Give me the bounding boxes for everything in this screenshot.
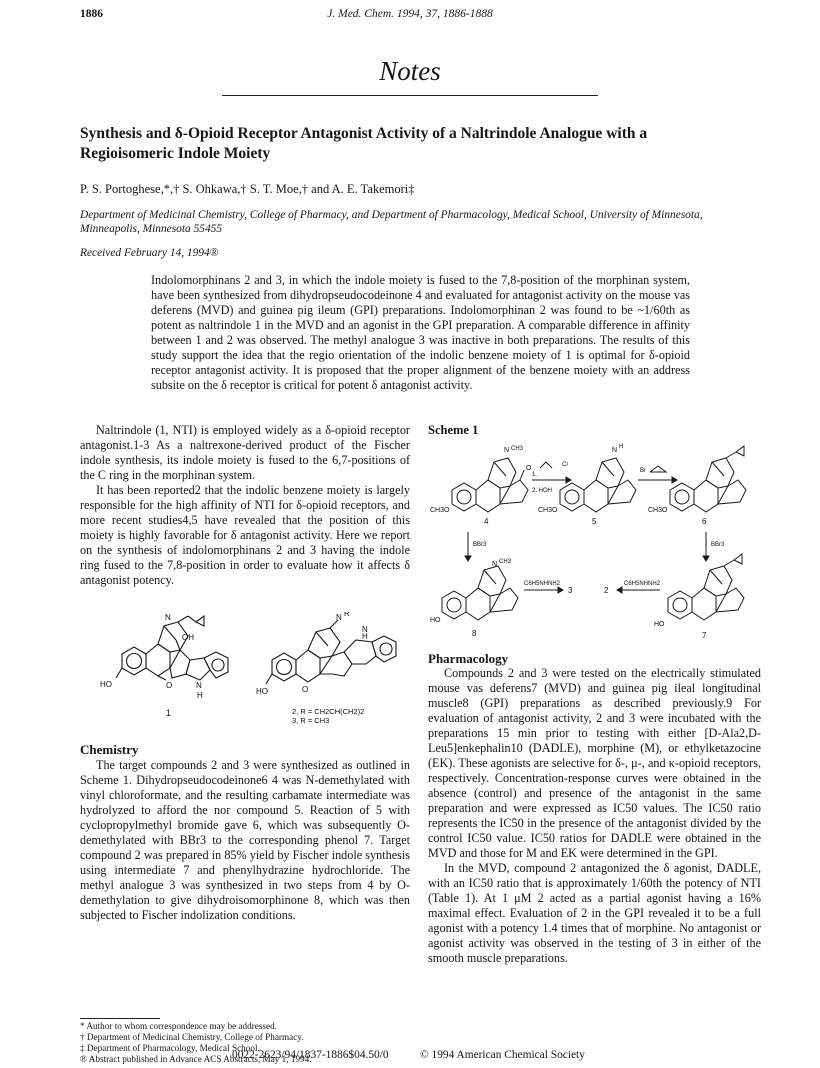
received-date: Received February 14, 1994® — [80, 247, 219, 259]
compound-label: 2, R = CH2CH(CH2)2 — [292, 707, 365, 716]
atom-ho: HO — [100, 680, 112, 689]
scheme-heading: Scheme 1 — [428, 423, 479, 437]
authors: P. S. Portoghese,*,† S. Ohkawa,† S. T. Moe,† and A. E. Takemori‡ — [80, 182, 415, 196]
chemistry-heading: Chemistry — [80, 742, 139, 757]
compound-label: 2 — [604, 586, 609, 595]
price-code: 0022-2623/94/1837-1886$04.50/0 — [232, 1049, 389, 1061]
compound-1-structure — [116, 616, 228, 680]
atom-h: H — [197, 691, 203, 700]
compound-label: 1 — [166, 708, 172, 718]
compound-label: 4 — [484, 517, 489, 526]
atom-o: O — [166, 681, 173, 690]
footnote: ® Abstract published in Advance ACS Abstracts, May 1, 1994. — [80, 1054, 312, 1064]
page-number: 1886 — [80, 8, 103, 20]
group-ch3o: CH3O — [430, 507, 450, 514]
compound-5-structure — [560, 458, 636, 512]
group-ch3o: CH3O — [648, 507, 668, 514]
atom-oh: OH — [182, 633, 194, 642]
compound-label: 3, R = CH3 — [292, 716, 330, 725]
compound-7-structure — [668, 554, 744, 620]
reagent-bbr3: BBr3 — [473, 542, 487, 548]
atom-o: O — [302, 685, 309, 694]
compound-label: 3 — [568, 586, 573, 595]
atom-n: N — [165, 613, 171, 622]
pharmacology-paragraph: Compounds 2 and 3 were tested on the electrically stimulated mouse vas deferens7 (MVD) and guinea pig ileal longitudinal muscle8 (GPI) preparations as described previously.9 For evaluation of antagonist activity, 2 and 3 were incubated with the preparations 15 min prior to testing with either [D-Ala2,D-Leu5]enkephalin10 (DADLE), morphine (M), or ethylketazocine (EK). These agonists are selective for δ-, μ-, and κ-opioid receptors, respectively. Concentration-response curves were obtained in the absence (control) and presence of the antagonist in the same preparation and were expressed as IC50 values. The IC50 ratio represents the IC50 in the presence of the antagonist divided by the control IC50 value. IC50 ratios for DADLE were obtained in the MVD and those for M and EK were determined in the GPI. — [428, 666, 761, 860]
intro-paragraph: It has been reported2 that the indolic benzene moiety is largely responsible for the high affinity of NTI for δ-opioid receptors, and more recent studies4,5 have revealed that the position of this moiety is highly favorable for δ antagonist activity. Here we report on the synthesis of indolomorphinans 2 and 3 having the indole ring fused to the 7,8-position in order to evaluate how it affects δ antagonist potency. — [80, 483, 410, 587]
reagent-step1: 1. — [532, 472, 538, 478]
reagent-step2: 2. HOH — [532, 488, 553, 494]
compound-label: 6 — [702, 517, 707, 526]
article-title: Synthesis and δ-Opioid Receptor Antagonist Activity of a Naltrindole Analogue with a Regioisomeric Indole Moiety — [80, 125, 648, 162]
group-h: H — [619, 444, 624, 450]
atom-n: N — [362, 625, 368, 634]
footnote: ‡ Department of Pharmacology, Medical School. — [80, 1043, 260, 1053]
compound-label: 7 — [702, 631, 707, 640]
atom-n: N — [336, 613, 342, 622]
chemistry-section — [80, 758, 410, 923]
group-ho: HO — [654, 621, 665, 628]
atom-ho: HO — [256, 687, 268, 696]
pharmacology-section — [428, 666, 761, 966]
group-n: N — [504, 447, 510, 454]
group-o: O — [526, 465, 532, 472]
reagent-phnhnh2: C6H5NHNH2 — [524, 581, 561, 587]
reagent-phnhnh2: C6H5NHNH2 — [624, 581, 661, 587]
intro-paragraph: Naltrindole (1, NTI) is employed widely as a δ-opioid receptor antagonist.1-3 As a naltrexone-derived product of the Fischer indole synthesis, its indole moiety is fused to the 6,7-positions of the C ring in the morphinan system. — [80, 423, 410, 482]
journal-citation: J. Med. Chem. 1994, 37, 1886-1888 — [327, 8, 493, 20]
reagent-br: Br — [640, 468, 646, 474]
group-ch3: CH3 — [511, 446, 524, 452]
introduction — [80, 423, 410, 588]
pharmacology-heading: Pharmacology — [428, 651, 509, 666]
compound-2-3-structure — [266, 620, 396, 684]
compound-label: 5 — [592, 517, 597, 526]
copyright: © 1994 American Chemical Society — [420, 1049, 585, 1061]
compound-6-structure — [670, 446, 746, 512]
atom-h: H — [362, 632, 368, 641]
section-label: Notes — [379, 56, 441, 86]
atom-r: R — [344, 612, 350, 618]
scheme-1-figure — [428, 440, 761, 644]
footnote: † Department of Medicinal Chemistry, College of Pharmacy. — [80, 1032, 304, 1042]
affiliation: Department of Medicinal Chemistry, College of Pharmacy, and Department of Pharmacology, Medical School, University of Minnesota, Minneapolis, Minnesota 55455 — [80, 209, 703, 235]
abstract: Indolomorphinans 2 and 3, in which the indole moiety is fused to the 7,8-position of the morphinan system, have been synthesized from dihydropseudocodeinone 4 and evaluated for antagonist activity on the mouse vas deferens (MVD) and guinea pig ileum (GPI) preparations. Indolomorphinan 2 was found to be ~1/60th as potent as naltrindole 1 in the MVD and an agonist in the GPI preparation. A comparable difference in affinity between 1 and 2 was observed. The methyl analogue 3 was inactive in both preparations. The results of this study support the idea that the regio orientation of the indolic benzene moiety of 1 is optimal for δ-opioid receptor antagonist activity. It is proposed that the proper alignment of the benzene moiety with an address subsite on the δ receptor is critical for potent δ antagonist activity. — [151, 273, 690, 392]
structures-figure — [80, 612, 410, 730]
group-nh: N — [612, 447, 618, 454]
group-ch3: CH3 — [499, 559, 512, 565]
compound-4-structure — [452, 458, 528, 512]
section-rule — [222, 95, 598, 96]
footnote-rule — [80, 1018, 160, 1019]
group-ho: HO — [430, 617, 441, 624]
atom-n: N — [196, 681, 202, 690]
group-ch3o: CH3O — [538, 507, 558, 514]
footnote: * Author to whom correspondence may be addressed. — [80, 1021, 277, 1031]
pharmacology-paragraph: In the MVD, compound 2 antagonized the δ agonist, DADLE, with an IC50 ratio that is approximately 1/60th the potency of NTI (Table 1). At 1 μM 2 acted as a partial agonist having a 16% maximal effect. Evaluation of 2 in the GPI revealed it to be a full agonist with a potency 1.4 times that of morphine. No antagonist or agonist activity was observed in the testing of 3 in either of the smooth muscle preparations. — [428, 861, 761, 965]
reagent-bbr3: BBr3 — [711, 542, 725, 548]
page-header — [80, 8, 740, 24]
compound-label: 8 — [472, 629, 477, 638]
group-n: N — [492, 561, 498, 568]
chemistry-paragraph: The target compounds 2 and 3 were synthesized as outlined in Scheme 1. Dihydropseudocodeinone6 4 was N-demethylated with vinyl chloroformate, and the resulting carbamate intermediate was hydrolyzed to afford the nor compound 5. Reaction of 5 with cyclopropylmethyl bromide gave 6, which was subsequently O-demethylated with BBr3 to the corresponding phenol 7. Target compound 2 was prepared in 85% yield by Fischer indole synthesis using intermediate 7 and phenylhydrazine hydrochloride. The methyl analogue 3 was synthesized in two steps from 4 by O-demethylation to give dihydroisomorphinone 8, which was then subjected to Fischer indolization conditions. — [80, 758, 410, 922]
compound-8-structure — [442, 566, 518, 620]
reagent-cl: Cl — [562, 462, 568, 468]
